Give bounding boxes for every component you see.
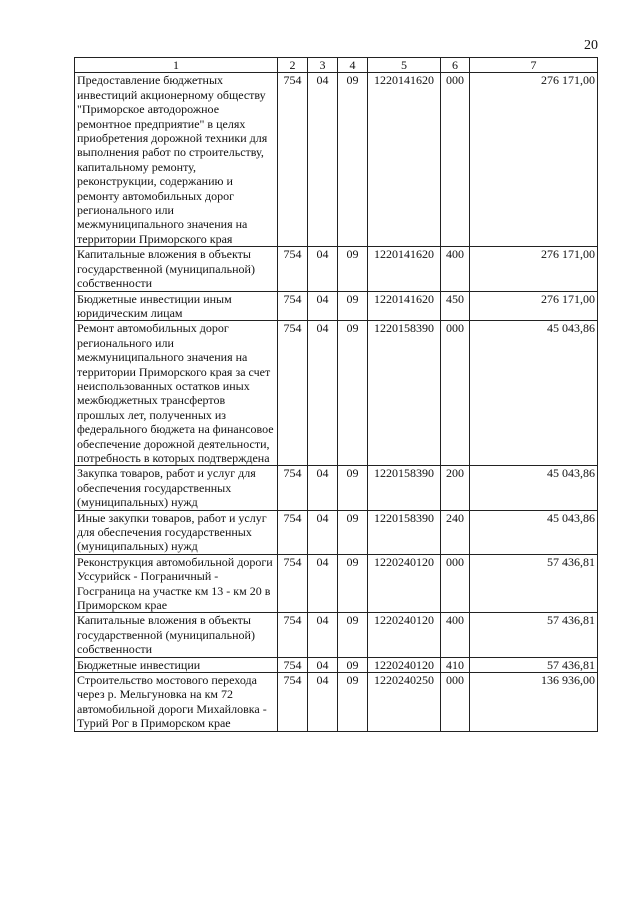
row-amount: 276 171,00 <box>470 291 598 321</box>
column-header-1: 1 <box>75 58 278 73</box>
row-amount: 136 936,00 <box>470 673 598 732</box>
table-row <box>75 321 598 466</box>
row-code-4: 09 <box>338 510 368 554</box>
row-code-4: 09 <box>338 247 368 291</box>
row-code-5: 1220240250 <box>368 673 441 732</box>
row-code-2: 754 <box>278 657 308 672</box>
row-code-4: 09 <box>338 291 368 321</box>
row-code-5: 1220158390 <box>368 466 441 510</box>
row-name: Предоставление бюджетных инвестиций акционерному обществу "Приморское автодорожное ремонтное предприятие" в целях приобретения дорожной техники для выполнения работ по строительству, капитальному ремонту, реконструкции, содержанию и ремонту автомобильных дорог регионального или межмуниципального значения на территории Приморского края <box>75 73 278 247</box>
table-header-row <box>75 58 598 73</box>
row-code-5: 1220158390 <box>368 321 441 466</box>
table-row <box>75 613 598 657</box>
table-row <box>75 657 598 672</box>
row-amount: 276 171,00 <box>470 73 598 247</box>
row-code-4: 09 <box>338 657 368 672</box>
row-code-3: 04 <box>308 247 338 291</box>
row-code-6: 410 <box>441 657 470 672</box>
budget-table <box>74 57 598 732</box>
row-code-5: 1220141620 <box>368 73 441 247</box>
row-code-2: 754 <box>278 613 308 657</box>
row-code-4: 09 <box>338 73 368 247</box>
row-code-2: 754 <box>278 510 308 554</box>
row-name: Капитальные вложения в объекты государственной (муниципальной) собственности <box>75 613 278 657</box>
column-header-5: 5 <box>368 58 441 73</box>
column-header-7: 7 <box>470 58 598 73</box>
row-code-4: 09 <box>338 466 368 510</box>
row-amount: 45 043,86 <box>470 466 598 510</box>
row-code-2: 754 <box>278 673 308 732</box>
row-code-5: 1220240120 <box>368 657 441 672</box>
table-row <box>75 247 598 291</box>
row-code-5: 1220141620 <box>368 291 441 321</box>
row-amount: 45 043,86 <box>470 510 598 554</box>
row-code-3: 04 <box>308 466 338 510</box>
row-code-6: 000 <box>441 321 470 466</box>
row-code-5: 1220240120 <box>368 554 441 613</box>
row-code-2: 754 <box>278 466 308 510</box>
row-name: Бюджетные инвестиции иным юридическим лицам <box>75 291 278 321</box>
row-code-6: 000 <box>441 73 470 247</box>
row-code-2: 754 <box>278 554 308 613</box>
row-code-4: 09 <box>338 321 368 466</box>
row-amount: 57 436,81 <box>470 554 598 613</box>
row-code-3: 04 <box>308 291 338 321</box>
row-code-2: 754 <box>278 247 308 291</box>
row-code-6: 000 <box>441 554 470 613</box>
row-code-6: 450 <box>441 291 470 321</box>
table-row <box>75 291 598 321</box>
table-row <box>75 466 598 510</box>
column-header-2: 2 <box>278 58 308 73</box>
row-name: Строительство мостового перехода через р. Мельгуновка на км 72 автомобильной дороги Михайловка - Турий Рог в Приморском крае <box>75 673 278 732</box>
column-header-6: 6 <box>441 58 470 73</box>
row-code-2: 754 <box>278 291 308 321</box>
row-code-3: 04 <box>308 554 338 613</box>
row-code-4: 09 <box>338 613 368 657</box>
row-amount: 57 436,81 <box>470 657 598 672</box>
row-code-3: 04 <box>308 673 338 732</box>
row-code-3: 04 <box>308 657 338 672</box>
page-number: 20 <box>584 38 598 53</box>
row-name: Бюджетные инвестиции <box>75 657 278 672</box>
row-code-6: 400 <box>441 247 470 291</box>
row-amount: 57 436,81 <box>470 613 598 657</box>
row-code-5: 1220158390 <box>368 510 441 554</box>
row-code-5: 1220240120 <box>368 613 441 657</box>
table-row <box>75 73 598 247</box>
row-code-6: 200 <box>441 466 470 510</box>
row-code-3: 04 <box>308 321 338 466</box>
row-amount: 276 171,00 <box>470 247 598 291</box>
row-code-6: 000 <box>441 673 470 732</box>
row-code-4: 09 <box>338 554 368 613</box>
row-code-3: 04 <box>308 613 338 657</box>
row-code-3: 04 <box>308 73 338 247</box>
row-code-5: 1220141620 <box>368 247 441 291</box>
row-code-6: 400 <box>441 613 470 657</box>
row-code-6: 240 <box>441 510 470 554</box>
row-name: Капитальные вложения в объекты государственной (муниципальной) собственности <box>75 247 278 291</box>
row-name: Иные закупки товаров, работ и услуг для обеспечения государственных (муниципальных) нужд <box>75 510 278 554</box>
row-name: Реконструкция автомобильной дороги Уссурийск - Пограничный - Госграница на участке км 13 - км 20 в Приморском крае <box>75 554 278 613</box>
row-amount: 45 043,86 <box>470 321 598 466</box>
row-name: Закупка товаров, работ и услуг для обеспечения государственных (муниципальных) нужд <box>75 466 278 510</box>
row-code-4: 09 <box>338 673 368 732</box>
row-name: Ремонт автомобильных дорог регионального или межмуниципального значения на территории Приморского края за счет неиспользованных остатков иных межбюджетных трансфертов прошлых лет, полученных из федерального бюджета на финансовое обеспечение дорожной деятельности, потребность в которых подтверждена <box>75 321 278 466</box>
row-code-2: 754 <box>278 321 308 466</box>
row-code-2: 754 <box>278 73 308 247</box>
table-row <box>75 673 598 732</box>
row-code-3: 04 <box>308 510 338 554</box>
column-header-3: 3 <box>308 58 338 73</box>
table-row <box>75 510 598 554</box>
column-header-4: 4 <box>338 58 368 73</box>
table-row <box>75 554 598 613</box>
